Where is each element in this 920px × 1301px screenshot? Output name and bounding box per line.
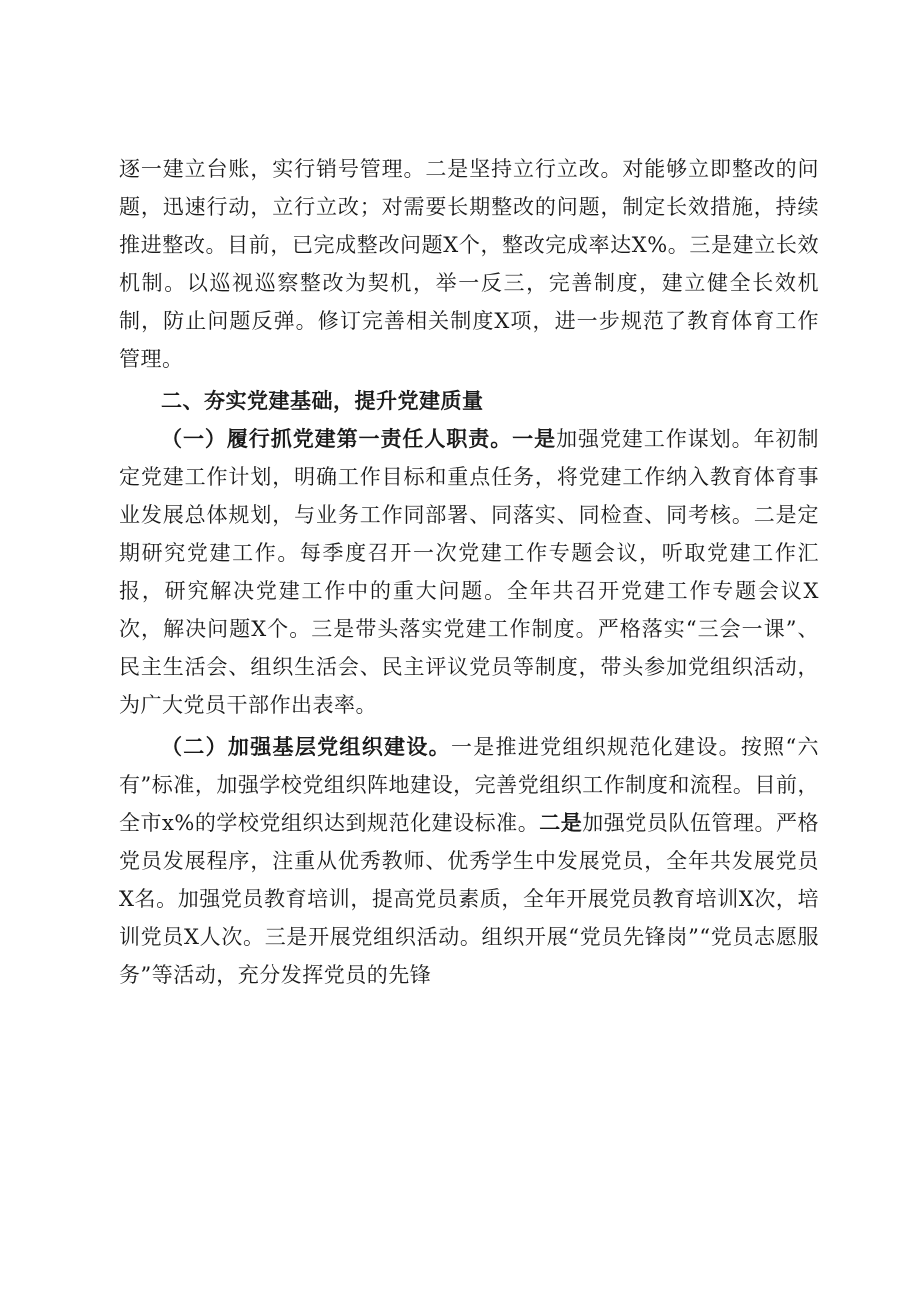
paragraph-party-responsibility (119, 420, 819, 724)
subsection-title: （一）履行抓党建第一责任人职责。一是 (161, 426, 557, 451)
paragraph-grassroots-organization (119, 728, 819, 994)
section-heading: 二、夯实党建基础，提升党建质量 (161, 389, 484, 413)
paragraph-body: 加强党员队伍管理。严格党员发展程序，注重从优秀教师、优秀学生中发展党员，全年共发展党员X名。加强党员教育培训，提高党员素质，全年开展党员教育培训X次，培训党员X人次。三是开展党组织活动。组织开展“党员先锋岗”“党员志愿服务”等活动，充分发挥党员的先锋 (119, 811, 820, 987)
paragraph-body: 一是推进党组织规范化建设。按照“六有”标准，加强学校党组织阵地建设，完善党组织工作制度和流程。目前，全市x%的学校党组织达到规范化建设标准。 (119, 735, 820, 835)
subsection-title: （二）加强基层党组织建设。 (161, 734, 451, 759)
paragraph-body: 加强党建工作谋划。年初制定党建工作计划，明确工作目标和重点任务，将党建工作纳入教育体育事业发展总体规划，与业务工作同部署、同落实、同检查、同考核。二是定期研究党建工作。每季度召开一次党建工作专题会议，听取党建工作汇报，研究解决党建工作中的重大问题。全年共召开党建工作专题会议X次，解决问题X个。三是带头落实党建工作制度。严格落实“三会一课”、民主生活会、组织生活会、民主评议党员等制度，带头参加党组织活动，为广大党员干部作出表率。 (119, 427, 820, 717)
paragraph-rectification: 逐一建立台账，实行销号管理。二是坚持立行立改。对能够立即整改的问题，迅速行动，立行立改；对需要长期整改的问题，制定长效措施，持续推进整改。目前，已完成整改问题X个，整改完成率达X%。三是建立长效机制。以巡视巡察整改为契机，举一反三，完善制度，建立健全长效机制，防止问题反弹。修订完善相关制度X项，进一步规范了教育体育工作管理。 (119, 157, 819, 371)
document-page (119, 150, 819, 994)
bold-phrase: 二是 (539, 810, 583, 835)
